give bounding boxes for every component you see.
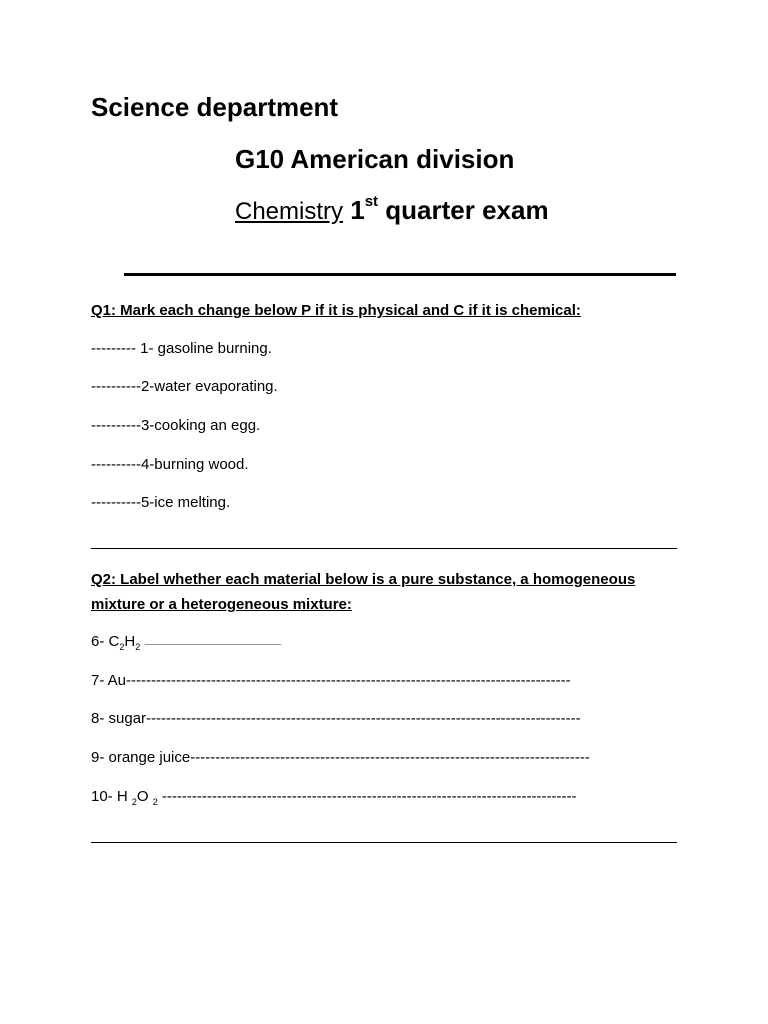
q1-item: ----------5-ice melting. xyxy=(91,494,231,511)
section-divider xyxy=(91,548,677,549)
q2-item-9: 9- orange juice-------------------------------------------------------------------------------- xyxy=(91,749,590,766)
exam-label: quarter exam xyxy=(385,195,549,225)
item6-prefix: 6- C xyxy=(91,633,120,650)
exam-title xyxy=(235,195,549,226)
subject-label: Chemistry xyxy=(235,198,344,225)
item6-answer-line: -------------------------------------------------------------------------------------------------------------------------------- xyxy=(144,642,281,648)
item10-answer-line: ----------------------------------------------------------------------------------- xyxy=(157,788,577,805)
quarter-ordinal xyxy=(350,195,378,225)
quarter-suffix: st xyxy=(364,193,379,211)
division-heading: G10 American division xyxy=(235,144,515,174)
item10-prefix: 10- H xyxy=(91,788,132,805)
item10-sub2: 2 xyxy=(152,797,158,807)
q2-item-7: 7- Au----------------------------------------------------------------------------------------- xyxy=(91,672,571,689)
q1-title: Q1: Mark each change below P if it is physical and C if it is chemical: xyxy=(91,302,581,319)
q1-item: ----------2-water evaporating. xyxy=(91,378,278,395)
q2-item-10 xyxy=(91,788,577,807)
q2-title-line2: mixture or a heterogeneous mixture: xyxy=(91,596,352,613)
department-heading: Science department xyxy=(91,92,339,122)
section-divider xyxy=(91,842,677,843)
item6-sub1: 2 xyxy=(119,642,125,652)
q1-item: ----------4-burning wood. xyxy=(91,456,249,473)
item10-mid: O xyxy=(136,788,153,805)
q2-item-6 xyxy=(91,633,281,652)
q1-item: --------- 1- gasoline burning. xyxy=(91,340,272,357)
quarter-number: 1 xyxy=(350,195,365,225)
item6-sub2: 2 xyxy=(135,642,141,652)
q2-item-8: 8- sugar--------------------------------------------------------------------------------------- xyxy=(91,710,581,727)
item6-mid: H xyxy=(124,633,136,650)
title-divider xyxy=(124,273,676,276)
q1-item: ----------3-cooking an egg. xyxy=(91,417,261,434)
q2-title-line1: Q2: Label whether each material below is a pure substance, a homogeneous xyxy=(91,571,636,588)
item10-sub1: 2 xyxy=(131,797,137,807)
